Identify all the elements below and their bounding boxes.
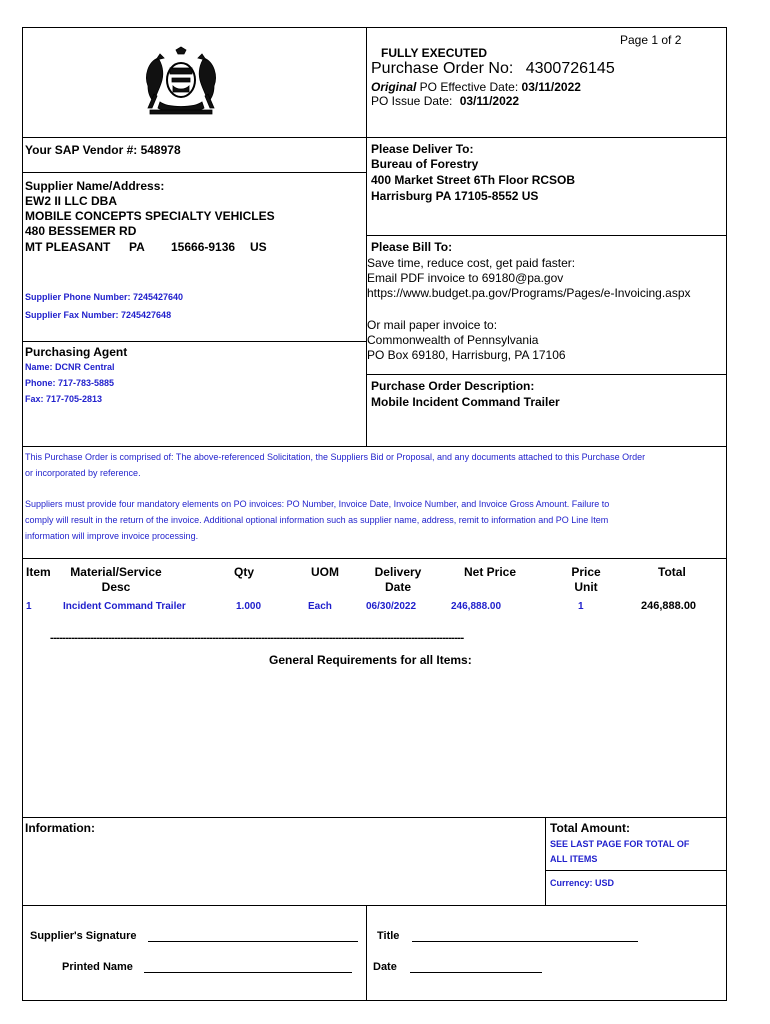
col-header-delivery-l1: Delivery <box>374 565 422 579</box>
signature-row <box>30 930 358 942</box>
date-field[interactable] <box>410 972 542 973</box>
effective-date: 03/11/2022 <box>521 80 581 94</box>
vendor-divider <box>22 172 367 173</box>
border-bottom <box>22 1000 727 1001</box>
col-header-uom: UOM <box>311 565 339 579</box>
col-header-price-unit <box>566 565 606 595</box>
row-price-unit: 1 <box>578 601 584 612</box>
issue-date-row <box>371 94 519 108</box>
deliver-line-2: 400 Market Street 6Th Floor RCSOB <box>371 173 576 187</box>
state-seal-icon <box>140 46 222 118</box>
deliver-divider <box>366 235 727 236</box>
col-header-delivery <box>368 565 428 595</box>
signature-field[interactable] <box>148 941 358 942</box>
supplier-line-1: EW2 II LLC DBA <box>25 194 117 208</box>
description-divider <box>366 374 727 375</box>
notes-p1-line-2: or incorporated by reference. <box>25 468 141 478</box>
info-vertical <box>545 817 546 906</box>
bill-email: Email PDF invoice to 69180@pa.gov <box>367 271 564 285</box>
supplier-state: PA <box>129 240 145 254</box>
deliver-line-1: Bureau of Forestry <box>371 157 479 171</box>
description-text: Mobile Incident Command Trailer <box>371 395 560 409</box>
col-header-item: Item <box>26 565 51 579</box>
supplier-line-3: 480 BESSEMER RD <box>25 224 137 238</box>
col-header-material-l2: Desc <box>101 580 131 594</box>
po-number-label: Purchase Order No: <box>371 60 514 77</box>
signature-vertical <box>366 905 367 1001</box>
po-number-row <box>371 60 615 78</box>
date-label: Date <box>373 961 397 973</box>
col-header-net-price: Net Price <box>464 565 517 579</box>
effective-label: PO Effective Date: <box>416 80 522 94</box>
col-header-material-l1: Material/Service <box>70 565 162 579</box>
agent-title: Purchasing Agent <box>25 345 128 359</box>
printed-name-field[interactable] <box>144 972 352 973</box>
col-header-price-unit-l1: Price <box>571 565 601 579</box>
bill-line-1: Save time, reduce cost, get paid faster: <box>367 256 576 270</box>
printed-name-row <box>62 961 352 973</box>
agent-phone: Phone: 717-783-5885 <box>25 378 115 388</box>
col-header-material <box>70 565 162 595</box>
title-label: Title <box>377 930 400 942</box>
notes-divider <box>22 446 727 447</box>
notes-p2-line-1: Suppliers must provide four mandatory elements on PO invoices: PO Number, Invoice Date, Invoice Number, and Invoice Gross Amount. Failure to <box>25 499 610 509</box>
supplier-country: US <box>250 240 267 254</box>
supplier-city: MT PLEASANT <box>25 240 111 254</box>
general-requirements: General Requirements for all Items: <box>269 653 472 667</box>
signature-label: Supplier's Signature <box>30 930 137 942</box>
bill-title: Please Bill To: <box>371 240 453 254</box>
bill-url[interactable]: https://www.budget.pa.gov/Programs/Pages/e-Invoicing.aspx <box>367 286 691 300</box>
row-item: 1 <box>26 601 32 612</box>
col-header-total: Total <box>658 565 686 579</box>
total-note-line-2: ALL ITEMS <box>550 854 598 864</box>
deliver-line-3: Harrisburg PA 17105-8552 US <box>371 189 539 203</box>
notes-p2-line-2: comply will result in the return of the invoice. Additional optional information such as supplier name, address, remit to information and PO Line Item <box>25 515 609 525</box>
status-label: FULLY EXECUTED <box>381 46 488 60</box>
bill-mail-line-1: Or mail paper invoice to: <box>367 318 498 332</box>
date-row <box>373 961 542 973</box>
row-total: 246,888.00 <box>641 600 697 612</box>
effective-date-row <box>371 80 581 94</box>
po-number: 4300726145 <box>525 60 615 77</box>
border-top <box>22 27 727 28</box>
title-row <box>377 930 638 942</box>
description-title: Purchase Order Description: <box>371 379 535 393</box>
agent-fax: Fax: 717-705-2813 <box>25 394 103 404</box>
currency: Currency: USD <box>550 878 615 888</box>
header-divider <box>22 137 727 138</box>
notes-p2-line-3: information will improve invoice processing. <box>25 531 199 541</box>
table-separator: --------------------------------------------------------------------------------------------------------------------------------------- <box>50 632 464 644</box>
col-header-delivery-l2: Date <box>384 580 411 594</box>
col-header-qty: Qty <box>234 565 255 579</box>
signature-divider <box>22 905 727 906</box>
agent-divider <box>22 341 367 342</box>
info-divider <box>22 817 727 818</box>
issue-label: PO Issue Date: <box>371 94 456 108</box>
bill-mail-line-3: PO Box 69180, Harrisburg, PA 17106 <box>367 348 566 362</box>
row-material: Incident Command Trailer <box>63 601 186 612</box>
row-delivery: 06/30/2022 <box>366 601 417 612</box>
information-label: Information: <box>25 821 95 835</box>
row-uom: Each <box>308 601 332 612</box>
supplier-phone: Supplier Phone Number: 7245427640 <box>25 292 184 302</box>
total-amount-label: Total Amount: <box>550 821 630 835</box>
total-note-line-1: SEE LAST PAGE FOR TOTAL OF <box>550 839 690 849</box>
sap-vendor-number: Your SAP Vendor #: 548978 <box>25 143 181 157</box>
table-divider <box>22 558 727 559</box>
row-net-price: 246,888.00 <box>451 601 502 612</box>
bill-mail-line-2: Commonwealth of Pennsylvania <box>367 333 539 347</box>
border-left <box>22 27 23 1001</box>
page-indicator: Page 1 of 2 <box>620 33 682 47</box>
issue-date: 03/11/2022 <box>459 94 520 108</box>
agent-name: Name: DCNR Central <box>25 362 115 372</box>
title-field[interactable] <box>412 941 638 942</box>
supplier-title: Supplier Name/Address: <box>25 179 165 193</box>
deliver-title: Please Deliver To: <box>371 142 474 156</box>
supplier-line-2: MOBILE CONCEPTS SPECIALTY VEHICLES <box>25 209 275 223</box>
effective-original: Original <box>371 80 417 94</box>
row-qty: 1.000 <box>236 601 262 612</box>
currency-divider <box>545 870 727 871</box>
border-right <box>726 27 727 1001</box>
printed-name-label: Printed Name <box>62 961 133 973</box>
supplier-zip: 15666-9136 <box>171 240 236 254</box>
supplier-fax: Supplier Fax Number: 7245427648 <box>25 310 172 320</box>
notes-p1-line-1: This Purchase Order is comprised of: The above-referenced Solicitation, the Suppliers Bid or Proposal, and any documents attached to this Purchase Order <box>25 452 646 462</box>
header-vertical <box>366 27 367 138</box>
col-header-price-unit-l2: Unit <box>574 580 598 594</box>
